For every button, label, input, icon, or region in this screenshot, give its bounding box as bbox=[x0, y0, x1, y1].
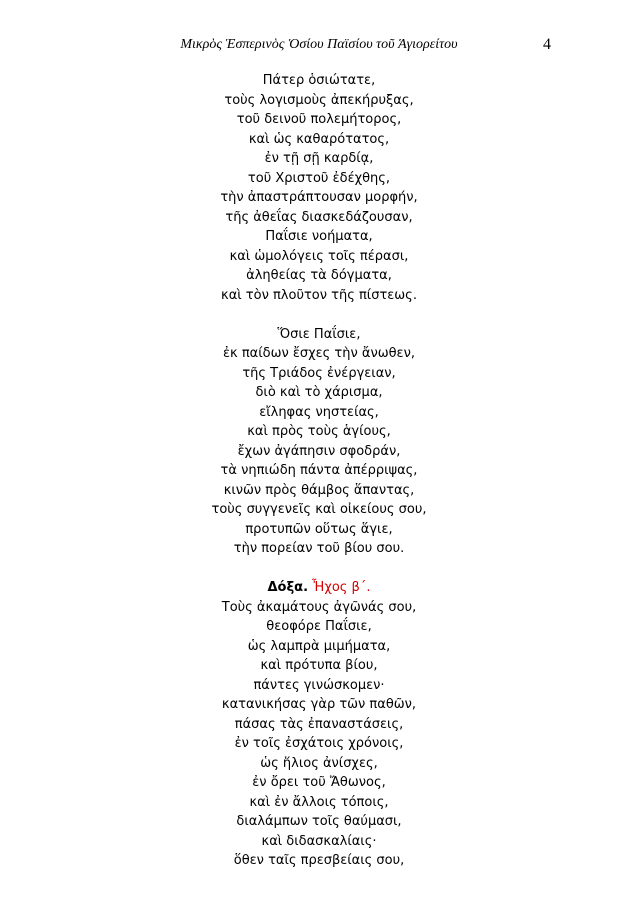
verse-line: καὶ πρότυπα βίου, bbox=[260, 658, 378, 673]
verse-line: προτυπῶν οὕτως ἅγιε, bbox=[245, 521, 393, 537]
verse-line: ἐκ παίδων ἔσχες τὴν ἄνωθεν, bbox=[223, 346, 415, 361]
verse-line: ἐν τῇ σῇ καρδίᾳ, bbox=[264, 151, 374, 166]
verse-line: καὶ τὸν πλοῦτον τῆς πίστεως. bbox=[221, 287, 417, 303]
echos-label: Ἦχος β΄. bbox=[308, 580, 371, 595]
verse-line: τοῦ δεινοῦ πολεμήτορος, bbox=[236, 112, 402, 127]
verse-line: τὰ νηπιώδη πάντα ἀπέρριψας, bbox=[220, 463, 418, 478]
verse-line: διαλάμπων τοῖς θαύμασι, bbox=[236, 814, 402, 829]
verse-line: καὶ ἐν ἄλλοις τόποις, bbox=[249, 794, 389, 810]
verse-line: τοὺς λογισμοὺς ἀπεκήρυξας, bbox=[224, 92, 414, 108]
verse-line: ὅθεν ταῖς πρεσβείαις σου, bbox=[233, 853, 405, 868]
stanza-1 bbox=[0, 71, 638, 305]
verse-line: τοὺς συγγενεῖς καὶ οἰκείους σου, bbox=[211, 502, 427, 517]
verse-line: Παΐσιε νοήματα, bbox=[265, 229, 373, 244]
verse-line: ἀληθείας τὰ δόγματα, bbox=[246, 268, 392, 283]
verse-line: πάσας τὰς ἐπαναστάσεις, bbox=[234, 716, 404, 732]
verse-line: θεοφόρε Παΐσιε, bbox=[266, 619, 372, 634]
verse-line: πάντες γινώσκομεν· bbox=[253, 677, 385, 693]
verse-line: Τοὺς ἀκαμάτους ἀγῶνάς σου, bbox=[221, 599, 417, 615]
verse-line: καὶ διδασκαλίαις· bbox=[261, 833, 377, 849]
verse-line: ὡς λαμπρὰ μιμήματα, bbox=[247, 638, 391, 654]
verse-line: ὡς ἥλιος ἀνίσχες, bbox=[260, 755, 378, 771]
running-header-title: Μικρὸς Ἑσπερινὸς Ὁσίου Παϊσίου τοῦ Ἁγιορείτου bbox=[180, 37, 458, 52]
hymn-text bbox=[0, 71, 638, 871]
verse-line: διὸ καὶ τὸ χάρισμα, bbox=[255, 385, 383, 400]
verse-line: καὶ ὡμολόγεις τοῖς πέρασι, bbox=[229, 248, 409, 264]
page-number: 4 bbox=[543, 36, 551, 53]
stanza-gap bbox=[0, 559, 638, 579]
verse-line: τοῦ Χριστοῦ ἐδέχθης, bbox=[247, 170, 391, 186]
verse-line: ἐν ὄρει τοῦ Ἄθωνος, bbox=[252, 775, 386, 790]
verse-line: τῆς ἀθεΐας διασκεδάζουσαν, bbox=[225, 209, 413, 225]
verse-line: τὴν πορείαν τοῦ βίου σου. bbox=[233, 541, 405, 556]
verse-line: ἔχων ἀγάπησιν σφοδράν, bbox=[237, 443, 401, 459]
verse-line: καὶ πρὸς τοὺς ἁγίους, bbox=[247, 424, 391, 439]
verse-line: κατανικήσας γὰρ τῶν παθῶν, bbox=[221, 697, 417, 712]
stanza-2 bbox=[0, 325, 638, 559]
verse-line: καὶ ὡς καθαρότατος, bbox=[248, 131, 390, 147]
doxa-heading bbox=[0, 578, 638, 598]
verse-line: τὴν ἀπαστράπτουσαν μορφήν, bbox=[220, 190, 418, 205]
verse-line: Ὅσιε Παΐσιε, bbox=[277, 326, 361, 342]
verse-line: εἴληφας νηστείας, bbox=[259, 404, 379, 420]
verse-line: ἐν τοῖς ἐσχάτοις χρόνοις, bbox=[234, 736, 404, 751]
verse-line: κινῶν πρὸς θάμβος ἅπαντας, bbox=[223, 482, 415, 498]
verse-line: τῆς Τριάδος ἐνέργειαν, bbox=[242, 365, 396, 381]
stanza-gap bbox=[0, 305, 638, 325]
stanza-3 bbox=[0, 578, 638, 871]
doxa-label: Δόξα. bbox=[267, 580, 309, 595]
verse-line: Πάτερ ὁσιώτατε, bbox=[262, 73, 376, 88]
